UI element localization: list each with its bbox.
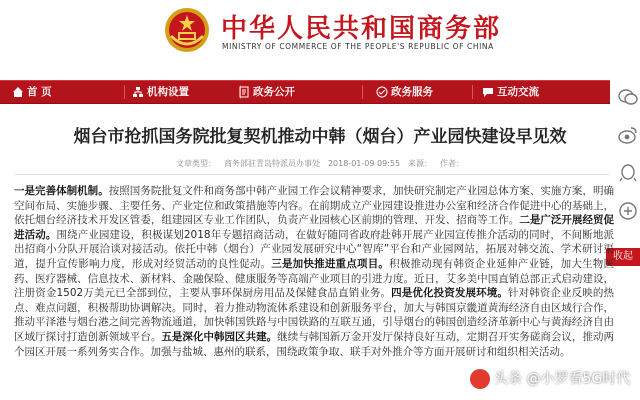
chat-icon <box>482 86 494 98</box>
nav-item-chat[interactable] <box>482 81 539 103</box>
site-subtitle: MINISTRY OF COMMERCE OF THE PEOPLE'S REPUBLIC OF CHINA <box>222 42 494 51</box>
paragraph-text: 继续与韩国新万金开发厅保持良好互动，定期召开实务磋商会议，推动两个园区开展一系列务实合作。加强与盐城、惠州的联系，围绕政策争取、联手对外推介等方面开展研讨和组织相关活动。 <box>14 330 615 358</box>
nav-divider <box>362 85 363 99</box>
nav-item-org[interactable] <box>132 81 189 103</box>
home-icon <box>12 86 24 98</box>
watermark <box>470 368 630 389</box>
nav-divider <box>124 85 125 99</box>
nav-label: 政务服务 <box>391 86 433 98</box>
article-body <box>14 184 614 359</box>
paragraph-text: 按照国务院批复文件和商务部中韩产业园工作会议精神要求，加快研究制定产业园总体方案、实施方案，明确空间布局、实施步骤、主要任务、产业定位和政策措施等内容。在前期成立产业园建设推进办公室和经济合作促进中心的基础上，依托烟台经济技术开发区管委，组建园区专业工作团队，负责产业园核心区前期的管理、开发、招商等工作。 <box>14 185 615 227</box>
paragraph-heading: 一是完善体制机制。 <box>14 185 109 197</box>
paragraph-heading: 五是深化中韩园区共建。 <box>161 330 278 343</box>
national-emblem-icon[interactable] <box>163 6 211 54</box>
paragraph-heading: 二是广泛开展经贸促进活动。 <box>14 214 615 241</box>
nav-label: 机构设置 <box>147 86 189 98</box>
service-icon <box>376 86 388 98</box>
meta-extra: 来源： <box>408 159 433 168</box>
site-header <box>0 0 640 78</box>
paragraph-heading: 三是加快推进重点项目。 <box>271 257 390 270</box>
paragraph-heading: 四是优化投资发展环境。 <box>391 287 508 300</box>
nav-label: 政务公开 <box>253 86 295 98</box>
site-title[interactable]: 中华人民共和国商务部 <box>221 14 502 44</box>
title-divider <box>14 174 610 175</box>
sidebar-collapse-button[interactable]: 收起 <box>606 248 640 266</box>
paragraph-text: 针对韩资企业反映的热点、难点问题，积极帮助协调解决。同时，着力推动物流体系建设和创新服务平台，加大与韩国京畿道黄海经济自由区域行合作，推动平泽港与烟台港之间完善物流通道，加快韩国铁路与中国铁路的互联互通，引导烟台的韩国创造经济革新中心与黄海经济自由区域厅探讨打造创新领域平台。 <box>14 287 614 343</box>
meta-author: 作者： <box>440 159 465 168</box>
nav-label: 首 页 <box>27 86 52 98</box>
watermark-logo-icon <box>470 369 490 389</box>
org-icon <box>132 86 144 98</box>
nav-divider <box>472 85 473 99</box>
watermark-text: 头条 @小罗看5G时代 <box>494 371 631 387</box>
paragraph-text: 积极推动现有韩资企业延伸产业链，加大生物医药、医疗器械、信息技术、新材料、金融保险、健康服务等高端产业项目的引进力度。近日，艾多美中国直销总部正式启动建设，注册资金1502万美元已全部到位，主要从事环保厨房用品及保健食品直销业务。 <box>14 257 615 300</box>
more-icon[interactable] <box>617 200 639 222</box>
paragraph-text: 围绕产业园建设，积极谋划2018年专题招商活动，在做好随同省政府赴韩开展产业园宣传推介活动的同时，不间断地派出招商小分队开展洽谈对接活动。依托中韩（烟台）产业园发展研究中心“智库”平台和产业园网站，拓展对韩交流、学术研讨渠道，提升宣传影响力度，形成对经贸活动的良性促动。 <box>14 228 614 270</box>
meta-source: 商务部驻青岛特派员办事处 <box>223 159 320 168</box>
meta-date: 2018-01-09 09:55 <box>327 159 401 168</box>
article-meta <box>0 158 640 169</box>
nav-item-service[interactable] <box>376 81 433 103</box>
wechat-icon[interactable] <box>617 86 639 108</box>
nav-item-public[interactable] <box>238 81 295 103</box>
meta-type-label: 文章类型： <box>175 159 216 168</box>
main-nav <box>0 80 610 104</box>
public-icon <box>238 86 250 98</box>
nav-label: 互动交流 <box>497 86 539 98</box>
nav-item-home[interactable] <box>12 81 52 103</box>
share-sidebar <box>614 72 640 272</box>
article-title: 烟台市抢抓国务院批复契机推动中韩（烟台）产业园快建设早见效 <box>73 127 567 147</box>
